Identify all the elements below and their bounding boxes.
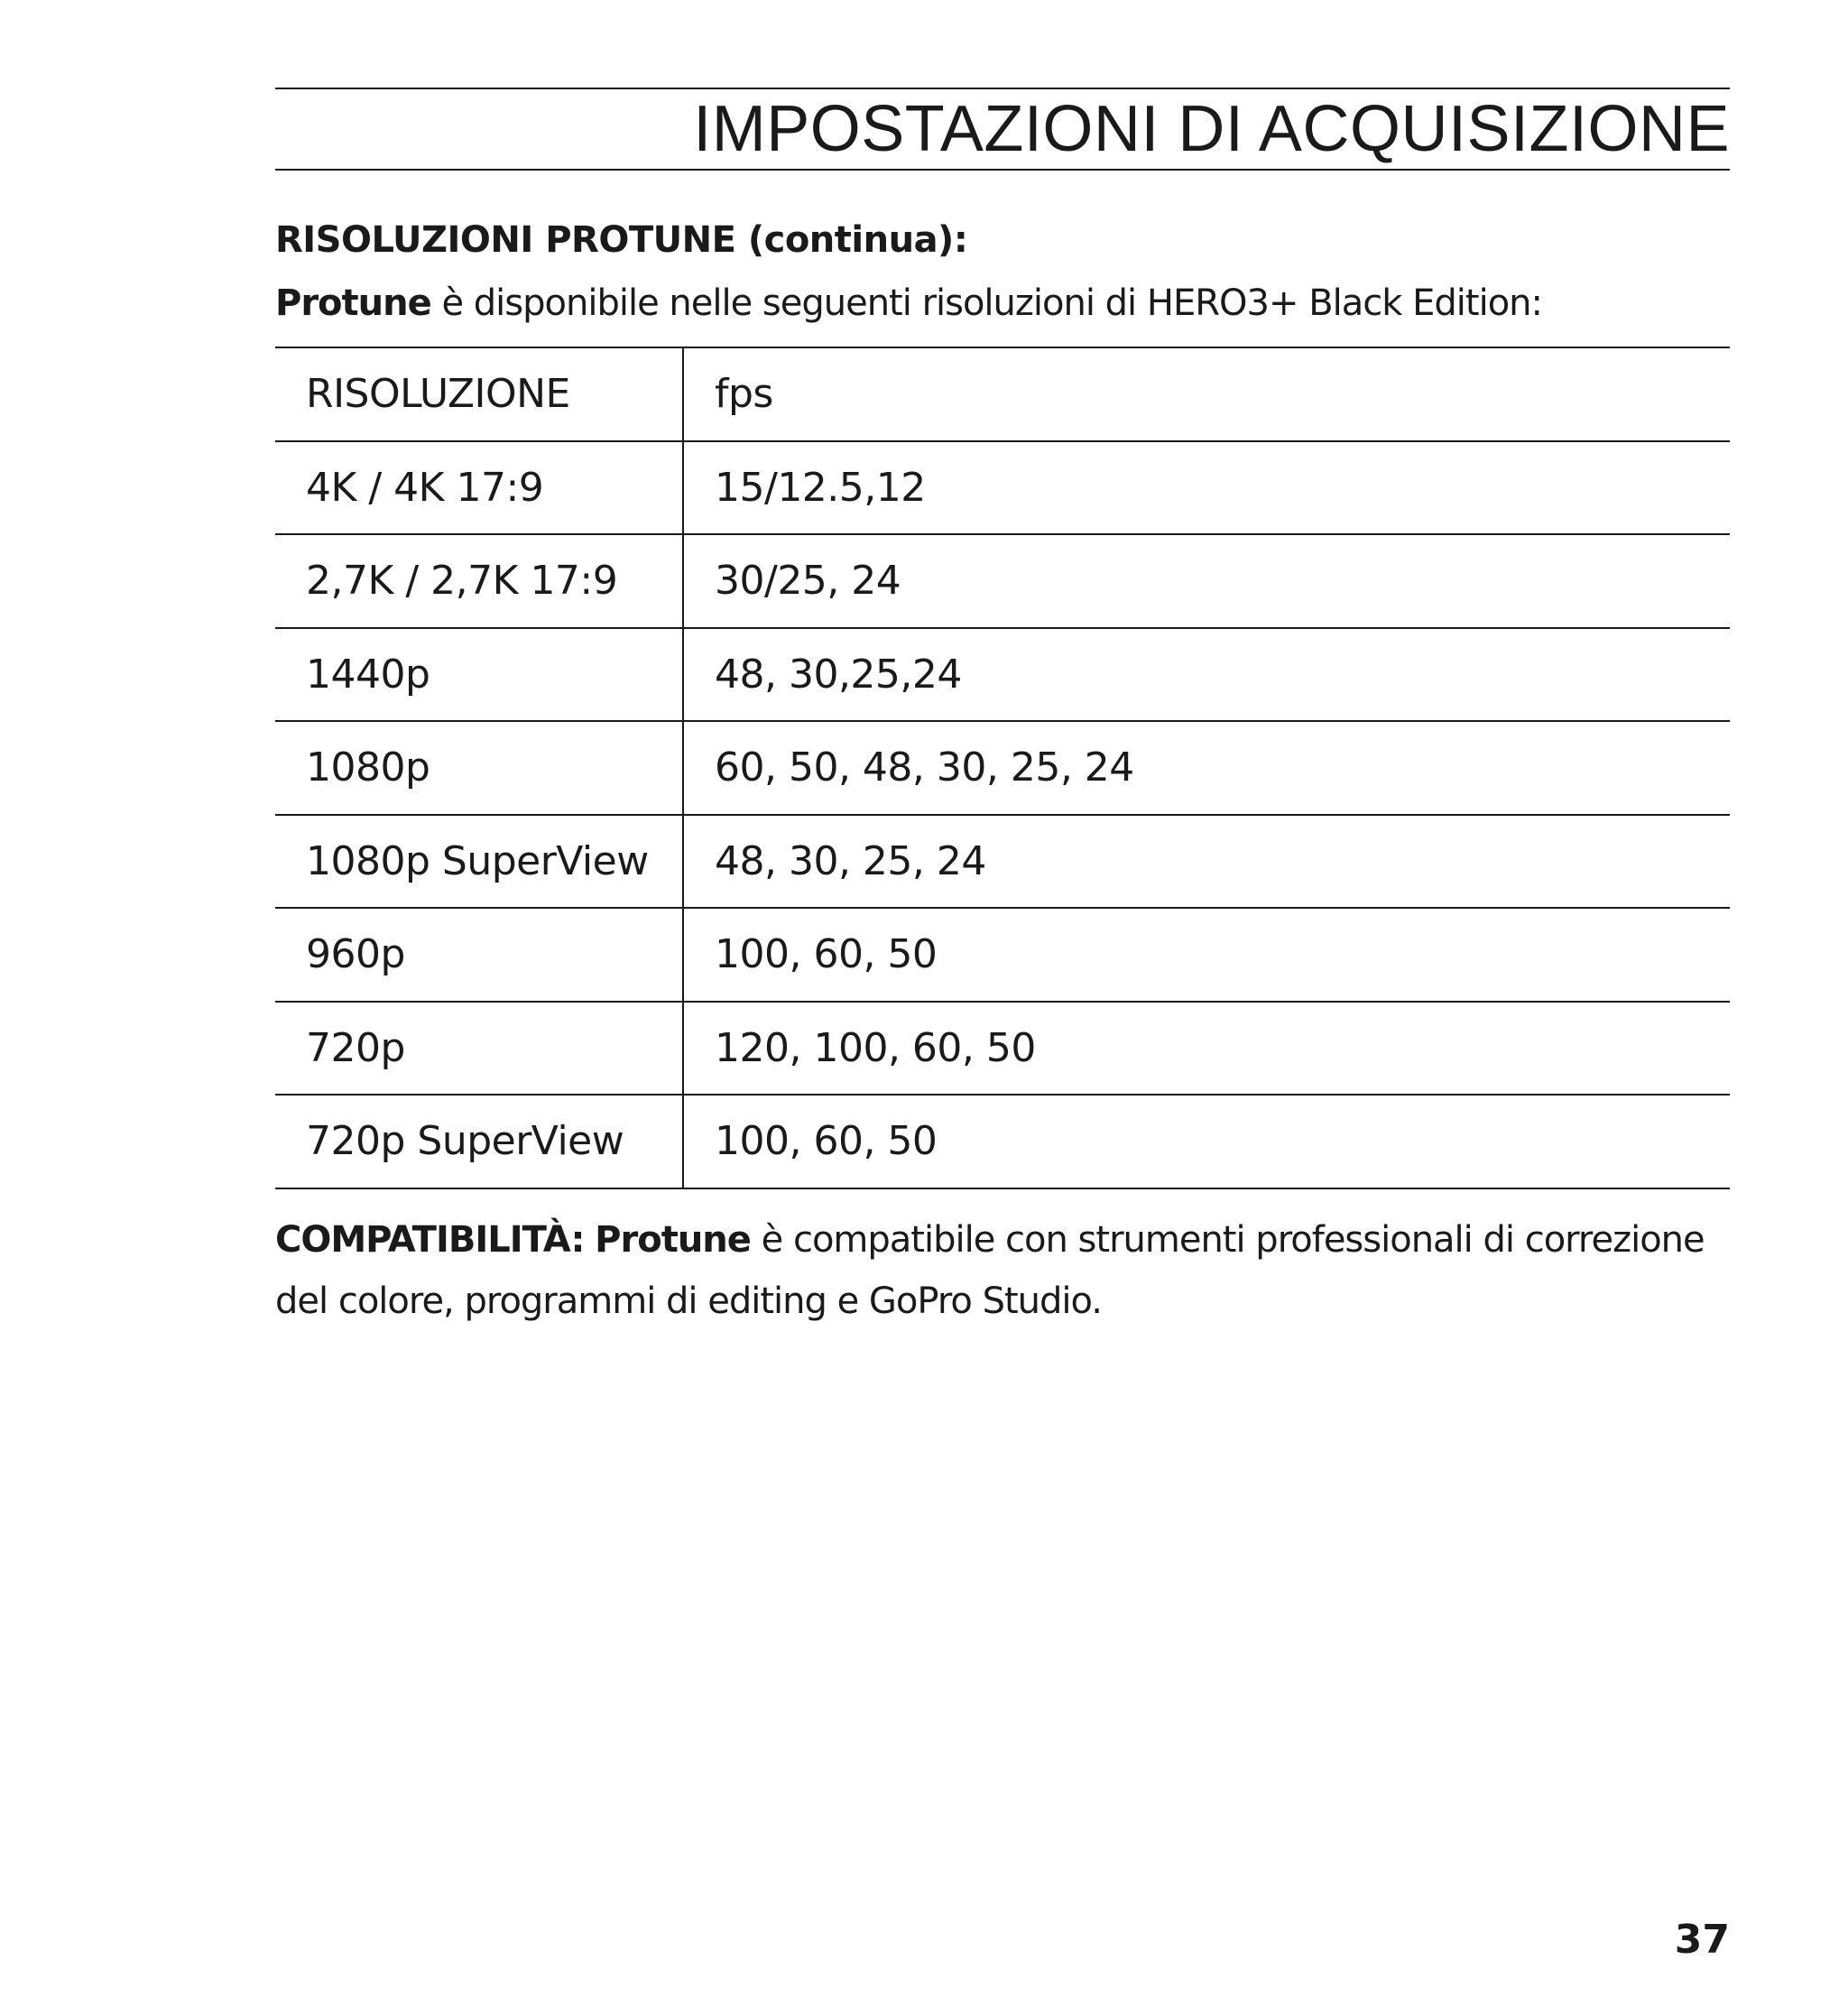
intro-bold-term: Protune bbox=[275, 282, 431, 324]
cell-resolution: 960p bbox=[275, 908, 683, 1002]
table-row bbox=[275, 1095, 1730, 1188]
intro-paragraph bbox=[275, 278, 1542, 328]
section-heading: RISOLUZIONI PROTUNE (continua): bbox=[275, 219, 968, 261]
cell-fps: 120, 100, 60, 50 bbox=[715, 1024, 1036, 1071]
table-row bbox=[275, 721, 1730, 815]
cell-fps: 100, 60, 50 bbox=[715, 1118, 938, 1165]
cell-fps: 60, 50, 48, 30, 25, 24 bbox=[715, 744, 1134, 791]
cell-fps: 48, 30, 25, 24 bbox=[715, 837, 986, 884]
cell-fps: 30/25, 24 bbox=[715, 558, 901, 605]
table-row bbox=[275, 628, 1730, 722]
table-row bbox=[275, 815, 1730, 909]
compatibility-text: è compatibile con strumenti professionali di correzione del colore, programmi di editing e GoPro Studio. bbox=[275, 1219, 1705, 1322]
cell-fps: 15/12.5,12 bbox=[715, 464, 926, 511]
compatibility-paragraph bbox=[275, 1209, 1730, 1332]
table-row bbox=[275, 908, 1730, 1002]
cell-resolution: 2,7K / 2,7K 17:9 bbox=[275, 534, 683, 628]
compatibility-bold-term: Protune bbox=[595, 1219, 751, 1261]
cell-resolution: 720p SuperView bbox=[275, 1095, 683, 1188]
cell-resolution: 720p bbox=[275, 1002, 683, 1096]
compatibility-label: COMPATIBILITÀ: bbox=[275, 1219, 585, 1261]
cell-fps: 48, 30,25,24 bbox=[715, 651, 962, 698]
page-number: 37 bbox=[1674, 1917, 1730, 1963]
table-header-row bbox=[275, 347, 1730, 441]
table-row bbox=[275, 534, 1730, 628]
cell-resolution: 1440p bbox=[275, 628, 683, 722]
cell-resolution: 1080p SuperView bbox=[275, 815, 683, 909]
cell-resolution: 1080p bbox=[275, 721, 683, 815]
page-header bbox=[275, 88, 1730, 171]
table-row bbox=[275, 1002, 1730, 1096]
cell-resolution: 4K / 4K 17:9 bbox=[275, 441, 683, 535]
column-header-fps: fps bbox=[715, 371, 773, 418]
intro-text: è disponibile nelle seguenti risoluzioni di HERO3+ Black Edition: bbox=[430, 282, 1542, 324]
resolution-table bbox=[275, 347, 1730, 1189]
table-row bbox=[275, 441, 1730, 535]
cell-fps: 100, 60, 50 bbox=[715, 931, 938, 978]
column-header-resolution: RISOLUZIONE bbox=[275, 347, 683, 441]
page-title: IMPOSTAZIONI DI ACQUISIZIONE bbox=[693, 93, 1730, 165]
